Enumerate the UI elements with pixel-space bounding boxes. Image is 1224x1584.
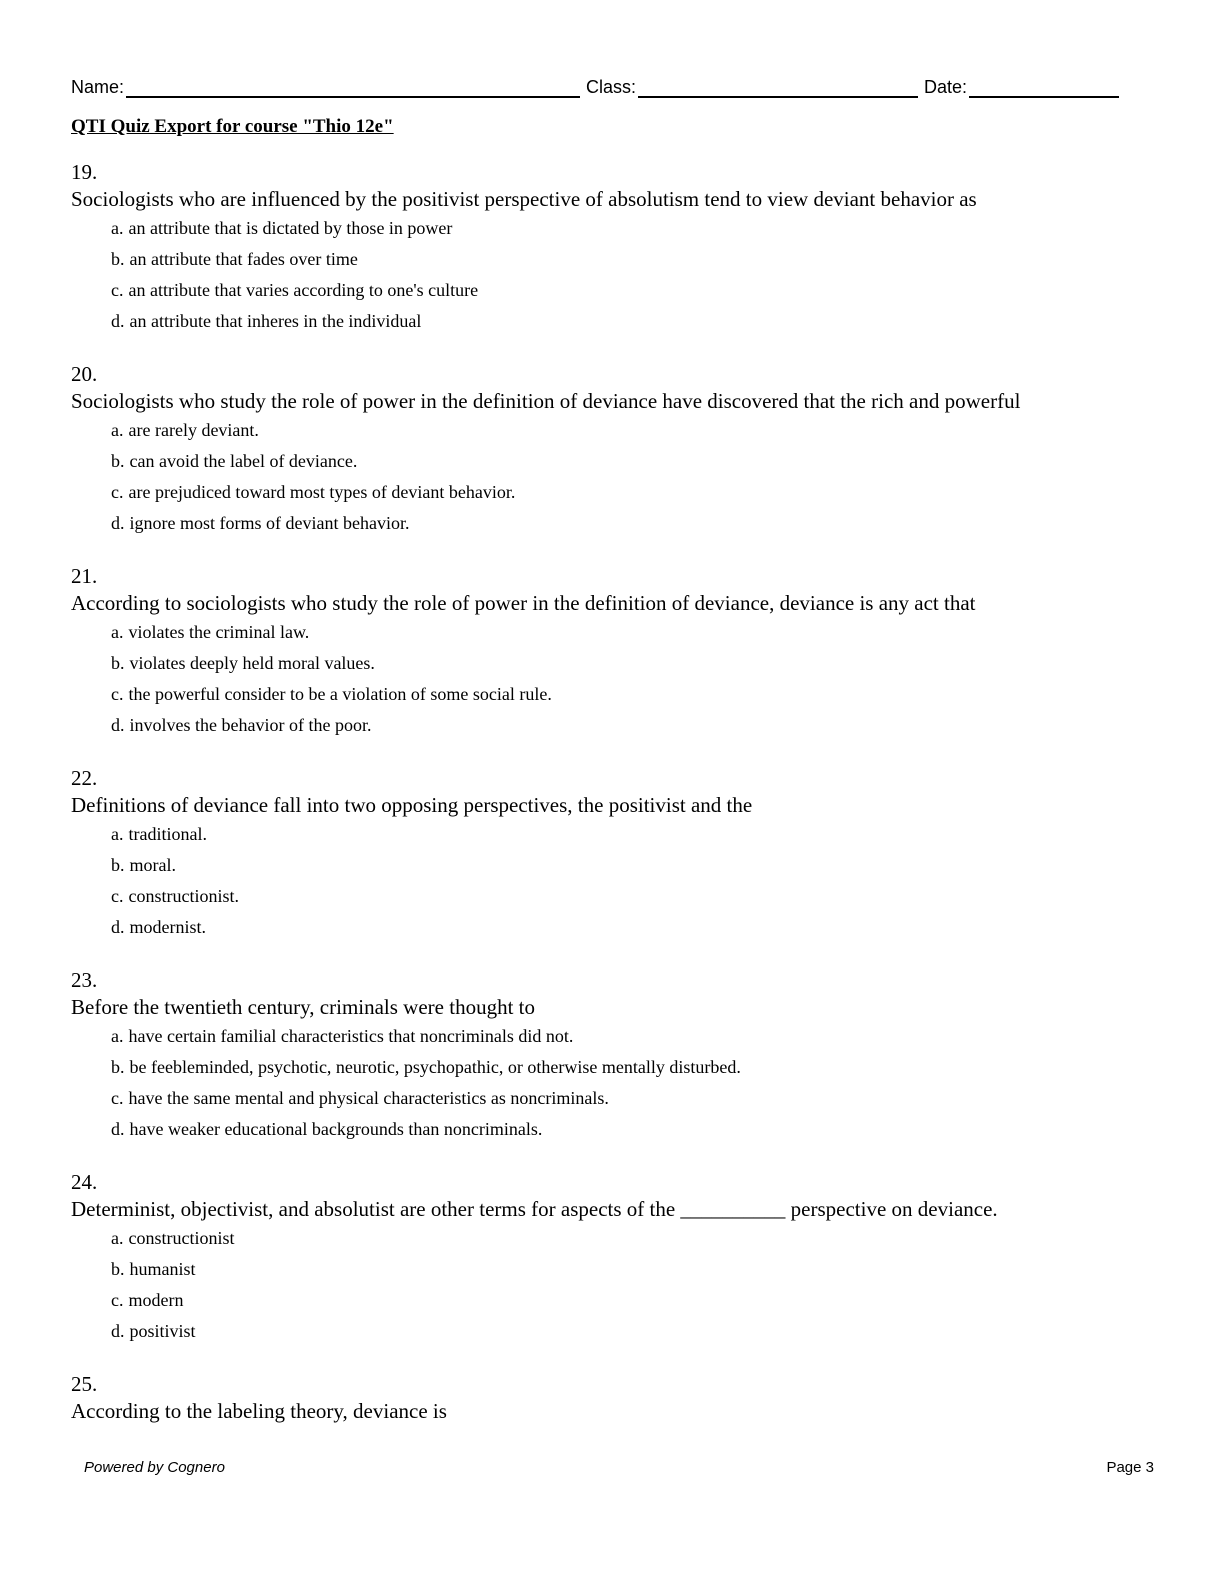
- question: [71, 967, 1136, 1145]
- option-letter: b.: [111, 1259, 125, 1279]
- answer-option: [71, 1052, 1136, 1083]
- option-text: have the same mental and physical characteristics as noncriminals.: [128, 1088, 609, 1108]
- option-text: be feebleminded, psychotic, neurotic, psychopathic, or otherwise mentally disturbed.: [129, 1057, 741, 1077]
- answer-option: [71, 819, 1136, 850]
- option-text: involves the behavior of the poor.: [129, 715, 372, 735]
- question-number: 19.: [71, 160, 98, 184]
- document-title: QTI Quiz Export for course "Thio 12e": [71, 116, 394, 137]
- question-stem: According to the labeling theory, deviance is: [71, 1399, 447, 1423]
- option-text: violates deeply held moral values.: [129, 653, 375, 673]
- option-text: traditional.: [128, 824, 207, 844]
- option-text: are prejudiced toward most types of deviant behavior.: [128, 482, 516, 502]
- question: [71, 765, 1136, 943]
- answer-option: [71, 446, 1136, 477]
- question-number: 21.: [71, 564, 98, 588]
- answer-option: [71, 912, 1136, 943]
- option-letter: a.: [111, 622, 124, 642]
- option-text: modernist.: [129, 917, 206, 937]
- option-text: the powerful consider to be a violation of some social rule.: [128, 684, 552, 704]
- answer-option: [71, 1083, 1136, 1114]
- option-letter: b.: [111, 1057, 125, 1077]
- answer-option: [71, 1316, 1136, 1347]
- option-letter: d.: [111, 1321, 125, 1341]
- question: [71, 1169, 1136, 1347]
- footer: [84, 1459, 1154, 1476]
- question-stem: According to sociologists who study the role of power in the definition of deviance, deviance is any act that: [71, 591, 976, 615]
- option-letter: a.: [111, 824, 124, 844]
- option-letter: d.: [111, 311, 125, 331]
- answer-option: [71, 275, 1136, 306]
- page-number: Page 3: [1106, 1459, 1154, 1476]
- option-letter: b.: [111, 451, 125, 471]
- question-list: [71, 159, 1136, 1449]
- answer-option: [71, 477, 1136, 508]
- option-letter: b.: [111, 653, 125, 673]
- question-number: 25.: [71, 1372, 98, 1396]
- answer-option: [71, 850, 1136, 881]
- option-letter: b.: [111, 855, 125, 875]
- answer-option: [71, 1114, 1136, 1145]
- question-stem: Definitions of deviance fall into two opposing perspectives, the positivist and the: [71, 793, 753, 817]
- answer-option: [71, 1021, 1136, 1052]
- answer-option: [71, 710, 1136, 741]
- question-stem: Determinist, objectivist, and absolutist are other terms for aspects of the __________ perspective on deviance.: [71, 1197, 998, 1221]
- answer-option: [71, 1223, 1136, 1254]
- option-text: constructionist: [128, 1228, 235, 1248]
- option-text: humanist: [129, 1259, 196, 1279]
- option-letter: a.: [111, 1228, 124, 1248]
- answer-option: [71, 508, 1136, 539]
- option-letter: c.: [111, 684, 124, 704]
- option-letter: c.: [111, 1290, 124, 1310]
- answer-option: [71, 881, 1136, 912]
- name-label: Name:: [71, 77, 125, 97]
- option-letter: d.: [111, 715, 125, 735]
- option-letter: c.: [111, 482, 124, 502]
- class-label: Class:: [586, 77, 637, 97]
- date-field[interactable]: [969, 76, 1119, 98]
- question-stem: Sociologists who are influenced by the positivist perspective of absolutism tend to view deviant behavior as: [71, 187, 977, 211]
- answer-option: [71, 1285, 1136, 1316]
- option-text: can avoid the label of deviance.: [129, 451, 358, 471]
- answer-option: [71, 617, 1136, 648]
- question-stem: Before the twentieth century, criminals were thought to: [71, 995, 535, 1019]
- option-text: violates the criminal law.: [128, 622, 310, 642]
- answer-option: [71, 648, 1136, 679]
- answer-option: [71, 415, 1136, 446]
- question-number: 24.: [71, 1170, 98, 1194]
- question: [71, 159, 1136, 337]
- answer-option: [71, 306, 1136, 337]
- option-text: an attribute that fades over time: [129, 249, 358, 269]
- option-text: moral.: [129, 855, 176, 875]
- powered-by: Powered by Cognero: [84, 1459, 225, 1476]
- option-letter: d.: [111, 917, 125, 937]
- question-number: 23.: [71, 968, 98, 992]
- option-text: ignore most forms of deviant behavior.: [129, 513, 410, 533]
- option-letter: c.: [111, 886, 124, 906]
- option-text: an attribute that inheres in the individual: [129, 311, 422, 331]
- date-label: Date:: [924, 77, 968, 97]
- option-letter: d.: [111, 1119, 125, 1139]
- option-text: are rarely deviant.: [128, 420, 259, 440]
- question: [71, 1371, 1136, 1425]
- option-letter: c.: [111, 280, 124, 300]
- question-stem: Sociologists who study the role of power in the definition of deviance have discovered that the rich and powerful: [71, 389, 1021, 413]
- question-number: 20.: [71, 362, 98, 386]
- question: [71, 361, 1136, 539]
- answer-option: [71, 679, 1136, 710]
- question: [71, 563, 1136, 741]
- answer-option: [71, 244, 1136, 275]
- option-letter: a.: [111, 1026, 124, 1046]
- option-letter: d.: [111, 513, 125, 533]
- option-text: an attribute that varies according to one's culture: [128, 280, 479, 300]
- option-text: constructionist.: [128, 886, 239, 906]
- question-number: 22.: [71, 766, 98, 790]
- class-field[interactable]: [638, 76, 918, 98]
- name-field[interactable]: [126, 76, 580, 98]
- option-text: an attribute that is dictated by those in power: [128, 218, 453, 238]
- option-letter: a.: [111, 218, 124, 238]
- answer-option: [71, 213, 1136, 244]
- option-text: modern: [128, 1290, 184, 1310]
- option-text: positivist: [129, 1321, 196, 1341]
- option-letter: a.: [111, 420, 124, 440]
- option-text: have weaker educational backgrounds than noncriminals.: [129, 1119, 543, 1139]
- option-text: have certain familial characteristics that noncriminals did not.: [128, 1026, 574, 1046]
- answer-option: [71, 1254, 1136, 1285]
- student-info-header: [71, 72, 1143, 98]
- option-letter: c.: [111, 1088, 124, 1108]
- option-letter: b.: [111, 249, 125, 269]
